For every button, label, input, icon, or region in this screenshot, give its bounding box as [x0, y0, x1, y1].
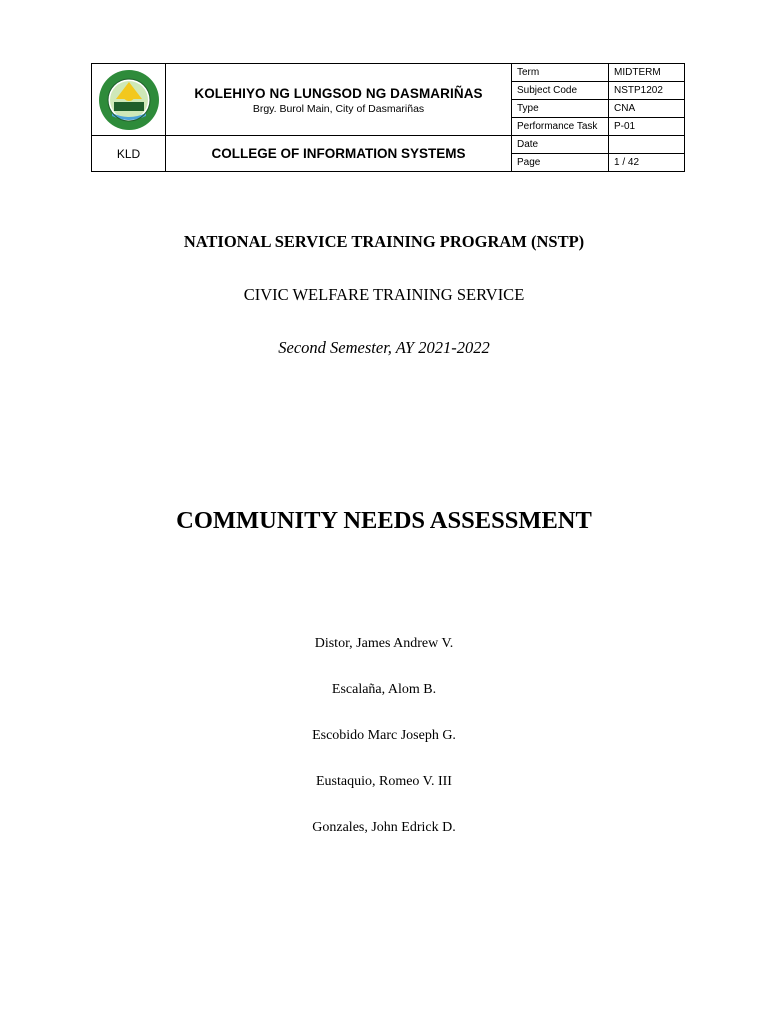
school-address: Brgy. Burol Main, City of Dasmariñas	[252, 103, 425, 115]
program-title: NATIONAL SERVICE TRAINING PROGRAM (NSTP)	[183, 232, 585, 251]
meta-label-date: Date	[512, 136, 609, 154]
member-name: Eustaquio, Romeo V. III	[316, 774, 452, 789]
document-header-table	[91, 63, 685, 172]
school-abbrev: KLD	[92, 136, 166, 172]
school-name: KOLEHIYO NG LUNGSOD NG DASMARIÑAS	[194, 86, 483, 101]
meta-value-term: MIDTERM	[609, 64, 685, 82]
meta-value-performance-task: P-01	[609, 118, 685, 136]
member-name: Escalaña, Alom B.	[331, 682, 437, 697]
meta-value-page: 1 / 42	[609, 154, 685, 172]
school-info-cell	[166, 64, 512, 136]
meta-label-subject-code: Subject Code	[512, 82, 609, 100]
meta-value-subject-code: NSTP1202	[609, 82, 685, 100]
college-name: COLLEGE OF INFORMATION SYSTEMS	[166, 136, 512, 172]
meta-label-term: Term	[512, 64, 609, 82]
member-name: Escobido Marc Joseph G.	[312, 728, 456, 743]
meta-label-type: Type	[512, 100, 609, 118]
meta-value-date	[609, 136, 685, 154]
meta-label-performance-task: Performance Task	[512, 118, 609, 136]
service-title: CIVIC WELFARE TRAINING SERVICE	[243, 285, 525, 304]
meta-value-type: CNA	[609, 100, 685, 118]
member-name: Gonzales, John Edrick D.	[312, 820, 456, 835]
member-name: Distor, James Andrew V.	[314, 636, 454, 651]
city-seal-logo	[92, 69, 165, 131]
semester-line: Second Semester, AY 2021-2022	[278, 338, 490, 357]
seal-cell	[92, 64, 166, 136]
meta-label-page: Page	[512, 154, 609, 172]
document-title: COMMUNITY NEEDS ASSESSMENT	[176, 507, 592, 534]
